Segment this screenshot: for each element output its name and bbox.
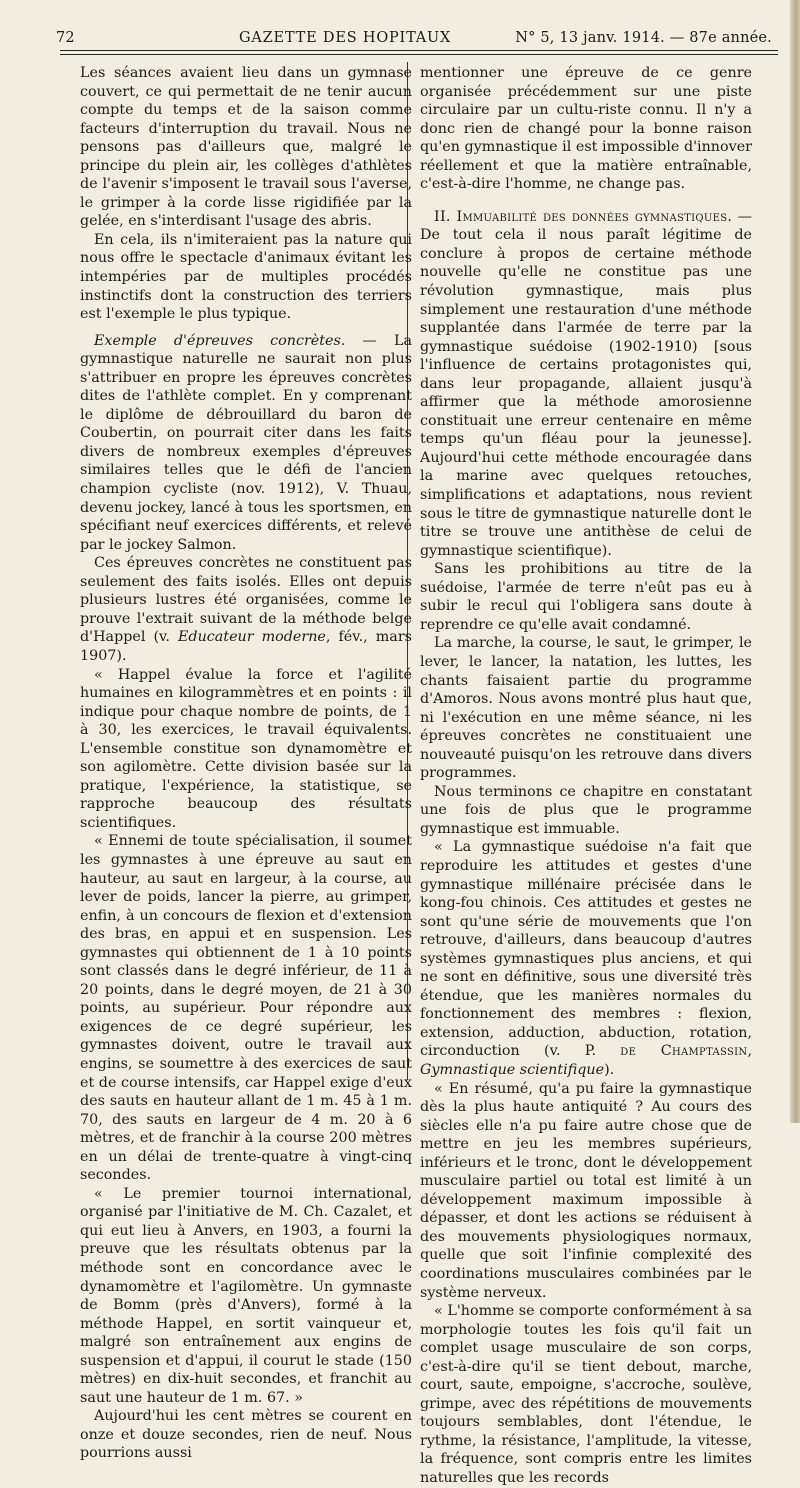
header-rule <box>60 50 778 51</box>
paragraph: Exemple d'épreuves concrètes. — La gymnastique naturelle ne saurait non plus s'attribuer en propre les épreuves concrètes dites de l'athlète complet. En y comprenant le diplôme de débrouillard du baron de Coubertin, on pourrait citer dans les faits divers de nombreux exemples d'épreuves similaires telles que le défi de l'ancien champion cycliste (nov. 1912), V. Thuau, devenu jockey, lancé à tous les sportsmen, en spécifiant neuf exercices différents, et relevé par le jockey Salmon. <box>80 332 413 553</box>
paragraph: Sans les prohibitions au titre de la suédoise, l'armée de terre n'eût pas eu à subir le recul qui l'obligera sans doute à reprendre ce qu'elle avait condamné. <box>420 561 752 633</box>
quote-paragraph: « Le premier tournoi international, organisé par l'initiative de M. Ch. Cazalet, et qui eut lieu à Anvers, en 1903, a fourni la preuve que les résultats obtenus par la méthode sont en concordance avec le dynamomètre et l'agilomètre. Un gymnaste de Bomm (près d'Anvers), formé à la méthode Happel, en sortit vainqueur et, malgré son entraînement aux engins de suspension et d'appui, il courut le stade (150 mètres) en dix-huit secondes, et franchit au saut une hauteur de 1 m. 67. » <box>80 1185 412 1406</box>
header-rule-double <box>60 54 778 55</box>
quote-paragraph: « L'homme se comporte conformément à sa morphologie toutes les fois qu'il fait un complet usage musculaire de son corps, c'est-à-dire qu'il se tient debout, marche, court, saute, empoigne, s'accroche, soulève, grimpe, avec des répétitions de mouvements toujours semblables, dont l'étendue, le rythme, la résistance, l'amplitude, la vitesse, la fréquence, sont compris entre les limites naturelles que les records <box>420 1303 752 1487</box>
right-column <box>420 64 752 1488</box>
page-edge <box>790 0 800 1123</box>
paragraph: II. Immuabilité des données gymnastiques. — De tout cela il nous paraît légitime de conclure à propos de certaine méthode nouvelle qu'elle ne constitue pas une révolution gymnastique, mais plus simplement une restauration d'une méthode supplantée dans l'armée de terre par la gymnastique suédoise (1902-1910) [sous l'influence de certains protagonistes qui, dans leur propagande, allaient jusqu'à affirmer que la méthode amorosienne constituait une erreur centenaire en même temps qu'un fléau pour la jeunesse]. Aujourd'hui cette méthode encouragée dans la marine avec quelques retouches, simplifications et adaptations, nous revient sous le titre de gymnastique naturelle dont le titre se trouve une antithèse de celui de gymnastique scientifique). <box>420 208 752 559</box>
quote-paragraph: « La gymnastique suédoise n'a fait que reproduire les attitudes et gestes d'une gymnastique millénaire précisée dans le kong-fou chinois. Ces attitudes et gestes ne sont qu'une série de mouvements que l'on retrouve, d'ailleurs, dans beaucoup d'autres systèmes gymnastiques plus anciens, et qui ne sont en définitive, sous une diversité très étendue, que les manières normales du fonctionnement des membres : flexion, extension, adduction, abduction, rotation, circonduction (v. P. de Champtassin, Gymnastique scientifique). <box>420 839 753 1078</box>
paragraph: mentionner une épreuve de ce genre organisée précédemment sur une piste circulaire par un cultu-riste connu. Il n'y a donc rien de changé pour la bonne raison qu'en gymnastique il est impossible d'innover réellement et que la matière entraînable, c'est-à-dire l'homme, ne change pas. <box>420 65 752 193</box>
paragraph: Les séances avaient lieu dans un gymnase couvert, ce qui permettait de ne tenir aucun compte du temps et de la saison comme facteurs d'interruption du travail. Nous ne pensons pas d'ailleurs que, malgré le principe du plein air, les collèges d'athlètes de l'avenir s'imposent le travail sous l'averse, le grimper à la corde lisse rigidifiée par la gelée, en s'interdisant l'usage des abris. <box>80 65 412 230</box>
citation-title: Gymnastique scientifique <box>420 1061 605 1078</box>
quote-paragraph: « Ennemi de toute spécialisation, il soumet les gymnastes à une épreuve au saut en hauteur, au saut en largeur, à la course, au lever de poids, lancer la pierre, au grimper, enfin, à un concours de flexion et d'extension des bras, en appui et en suspension. Les gymnastes qui obtiennent de 1 à 10 points sont classés dans le degré inférieur, de 11 à 20 points, dans le degré moyen, de 21 à 30 points, au supérieur. Pour répondre aux exigences de ce degré supérieur, les gymnastes doivent, outre le travail aux engins, se soumettre à des exercices de saut et de course intensifs, car Happel exige d'eux des sauts en hauteur allant de 1 m. 45 à 1 m. 70, des sauts en largeur de 4 m. 20 à 6 mètres, et de franchir à la course 200 mètres en un délai de trente-quatre à vingt-cinq secondes. <box>80 833 412 1184</box>
paragraph: Nous terminons ce chapitre en constatant une fois de plus que le programme gymnastique est immuable. <box>420 783 752 837</box>
section-heading: II. Immuabilité des données gymnastiques. <box>434 208 733 225</box>
paragraph: En cela, ils n'imiteraient pas la nature qui nous offre le spectacle d'animaux évitant les intempéries par de multiples procédés instinctifs dont la construction des terriers est l'exemple le plus typique. <box>80 231 412 323</box>
page-header <box>56 24 782 46</box>
page-number: 72 <box>56 30 75 46</box>
reference-title: Educateur moderne <box>178 629 326 646</box>
journal-title: GAZETTE DES HOPITAUX <box>239 30 452 46</box>
paragraph: Ces épreuves concrètes ne constituent pas seulement des faits isolés. Elles ont depuis plusieurs lustres été organisées, comme le prouve l'extrait suivant de la méthode belge d'Happel (v. Educateur moderne, fév., mars 1907). <box>80 555 413 664</box>
left-column <box>80 64 412 1463</box>
citation-author: de Champtassin <box>620 1043 748 1060</box>
paragraph: Aujourd'hui les cent mètres se courent en onze et douze secondes, rien de neuf. Nous pourrions aussi <box>80 1408 412 1462</box>
issue-info: N° 5, 13 janv. 1914. — 87e année. <box>515 30 772 46</box>
paragraph: La marche, la course, le saut, le grimper, le lever, le lancer, la natation, les luttes, les chants faisaient partie du programme d'Amoros. Nous avons montré plus haut que, ni l'exécution en une même séance, ni les épreuves concrètes ne constituaient une nouveauté puisqu'on les retrouve dans divers programmes. <box>420 635 752 782</box>
quote-paragraph: « Happel évalue la force et l'agilité humaines en kilogrammètres et en points : il indique pour chaque nombre de points, de 1 à 30, les exercices, le travail équivalents. L'ensemble constitue son dynamomètre et son agilomètre. Cette division basée sur la pratique, l'expérience, la statistique, se rapproche beaucoup des résultats scientifiques. <box>80 666 412 831</box>
quote-paragraph: « En résumé, qu'a pu faire la gymnastique dès la plus haute antiquité ? Au cours des siècles elle n'a pu faire autre chose que de mettre en jeu les membres supérieurs, inférieurs et le tronc, dont le développement musculaire partiel ou total est limité à un développement maximum impossible à dépasser, et dont les actions se réduisent à des mouvements physiologiques normaux, quelle que soit l'infinie complexité des coordinations musculaires combinées par le système nerveux. <box>420 1080 752 1301</box>
section-heading: Exemple d'épreuves concrètes. <box>94 332 346 349</box>
